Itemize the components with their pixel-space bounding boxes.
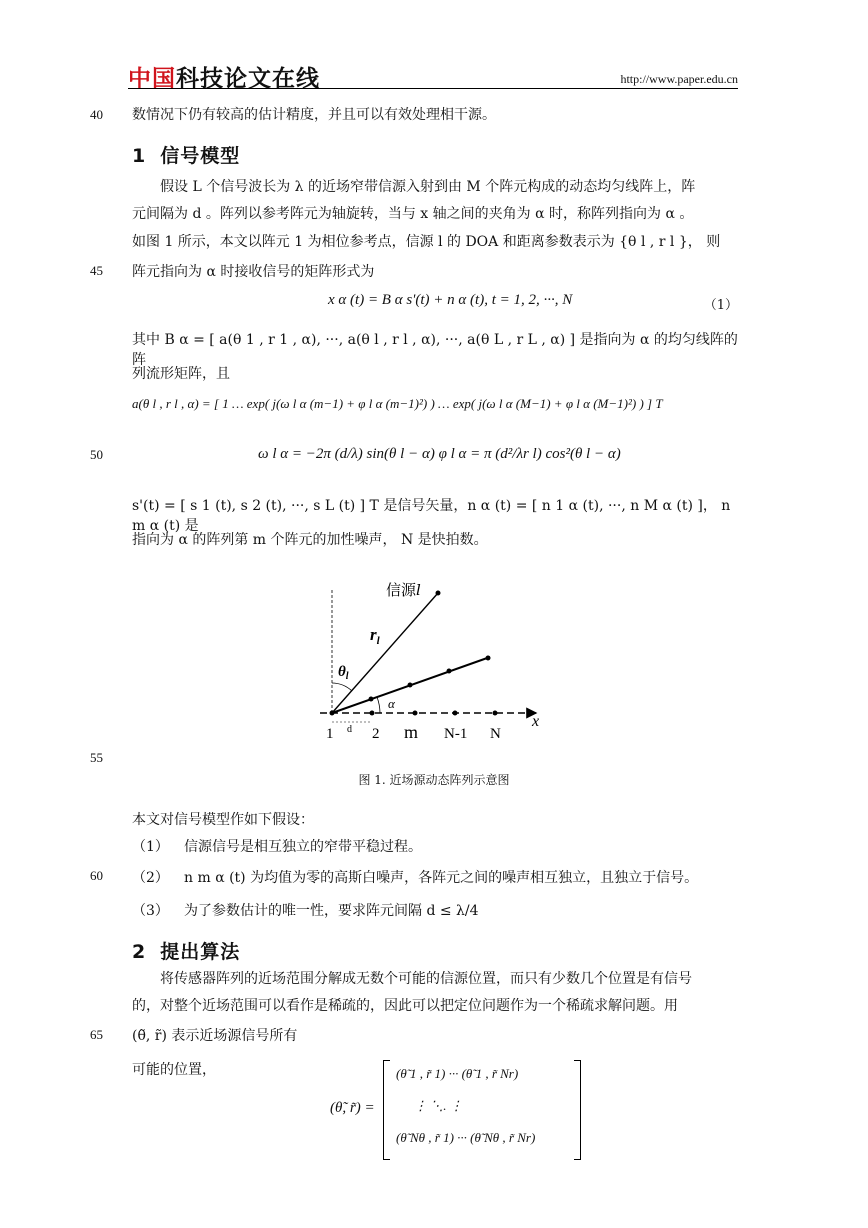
assumption-item [132,900,479,920]
assumption-text: 信源信号是相互独立的窄带平稳过程。 [184,839,422,855]
axis-element [453,711,458,716]
assumption-number: （3） [132,903,169,919]
alpha-label: α [388,696,395,711]
section-1-number: 1 [132,145,147,167]
assumptions-intro: 本文对信号模型作如下假设： [132,812,314,828]
section-2-heading [132,937,240,964]
matrix-lhs: (θ̃, r̃) = [330,1100,375,1116]
assumption-item [132,867,698,887]
assumption-text: n m α (t) 为均值为零的高斯白噪声，各阵元之间的噪声相互独立，且独立于信号。 [184,870,699,886]
s1-paragraph-line: 阵元指向为 α 时接收信号的矩阵形式为 [132,264,375,280]
s2-paragraph-line: (θ̃, r̃) 表示近场源信号所有 [132,1028,298,1044]
logo-black-text: 科技论文在线 [176,66,320,92]
steering-vector-equation: a(θ l , r l , α) = [ 1 … exp( j(ω l α (m−1) + φ l α (m−1)²) ) … exp( j(ω l α (M−1) + φ l α (M−1)²) ) ] T [132,396,663,411]
line-number: 40 [90,107,103,122]
s1-paragraph-line: 如图 1 所示，本文以阵元 1 为相位参考点，信源 l 的 DOA 和距离参数表示为 {θ l , r l }， 则 [132,234,721,250]
signal-vector-line: 指向为 α 的阵列第 m 个阵元的加性噪声， N 是快拍数。 [132,532,488,548]
d-label: d [347,724,352,735]
array-element [330,711,335,716]
assumption-number: （1） [132,839,169,855]
array-element [408,683,413,688]
assumption-item [132,836,422,856]
x-axis-label: x [532,713,540,730]
line-number: 60 [90,868,103,883]
axis-element [493,711,498,716]
alpha-arc [377,697,380,713]
b-matrix-line: 列流形矩阵，且 [132,366,230,382]
matrix-brackets [383,1060,581,1160]
equation-1-number: （1） [703,298,738,313]
matrix-row: ⋮ ⋱. ⋮ [414,1098,463,1113]
line-number: 50 [90,447,103,462]
omega-phi-equation: ω l α = −2π (d/λ) sin(θ l − α) φ l α = π (d²/λr l) cos²(θ l − α) [258,446,621,462]
matrix-row: (θ̃ 1 , r̃ 1) ··· (θ̃ 1 , r̃ Nr) [396,1066,519,1081]
array-element [369,697,374,702]
s1-paragraph-line: 元间隔为 d 。阵列以参考阵元为轴旋转，当与 x 轴之间的夹角为 α 时，称阵列指向为 α 。 [132,206,694,222]
logo-red-text: 中国 [128,66,176,92]
axis-label: m [404,722,419,742]
axis-label: 1 [326,726,334,742]
axis-label: N [490,726,501,742]
axis-element [370,711,375,716]
header-rule [128,88,738,89]
figure-1-array-diagram [300,570,560,750]
r-label: $r_l$ [370,625,380,647]
axis-element [413,711,418,716]
axis-label: N-1 [444,726,468,742]
header-url[interactable]: http://www.paper.edu.cn [620,72,738,86]
section-1-heading [132,141,240,168]
theta-arc [332,683,352,691]
theta-label: $\theta_l$ [338,664,349,682]
assumption-number: （2） [132,870,169,886]
intro-line: 数情况下仍有较高的估计精度，并且可以有效处理相干源。 [132,107,496,123]
signal-vector-line: s'(t) = [ s 1 (t), s 2 (t), ···, s L (t) ] T 是信号矢量，n α (t) = [ n 1 α (t), ···, n M α (t) ]， n m α (t) 是 [132,498,731,534]
line-number: 55 [90,750,103,765]
section-2-number: 2 [132,941,147,963]
matrix-row: (θ̃ Nθ , r̃ 1) ··· (θ̃ Nθ , r̃ Nr) [396,1130,536,1145]
figure-1-caption: 图 1. 近场源动态阵列示意图 [358,773,510,787]
equation-1: x α (t) = B α s'(t) + n α (t), t = 1, 2, ···, N [328,292,573,308]
source-point [436,591,441,596]
source-label: 信源l [386,581,421,599]
section-2-title: 提出算法 [160,941,241,963]
array-element [447,669,452,674]
s1-paragraph-line: 假设 L 个信号波长为 λ 的近场窄带信源入射到由 M 个阵元构成的动态均匀线阵上，阵 [160,179,696,195]
assumption-text: 为了参数估计的唯一性，要求阵元间隔 d ≤ λ/4 [184,903,479,919]
axis-label: 2 [372,726,380,742]
section-1-title: 信号模型 [160,145,241,167]
line-number: 65 [90,1027,103,1042]
line-number: 45 [90,263,103,278]
s2-paragraph-line: 将传感器阵列的近场范围分解成无数个可能的信源位置，而只有少数几个位置是有信号 [160,971,692,987]
b-matrix-line: 其中 B α = [ a(θ 1 , r 1 , α), ···, a(θ l , r l , α), ···, a(θ L , r L , α) ] 是指向为 α 的均匀线阵的阵 [132,332,738,368]
s2-paragraph-line: 的，对整个近场范围可以看作是稀疏的，因此可以把定位问题作为一个稀疏求解问题。用 [132,998,678,1014]
array-element [486,656,491,661]
s2-paragraph-line: 可能的位置， [132,1062,216,1078]
